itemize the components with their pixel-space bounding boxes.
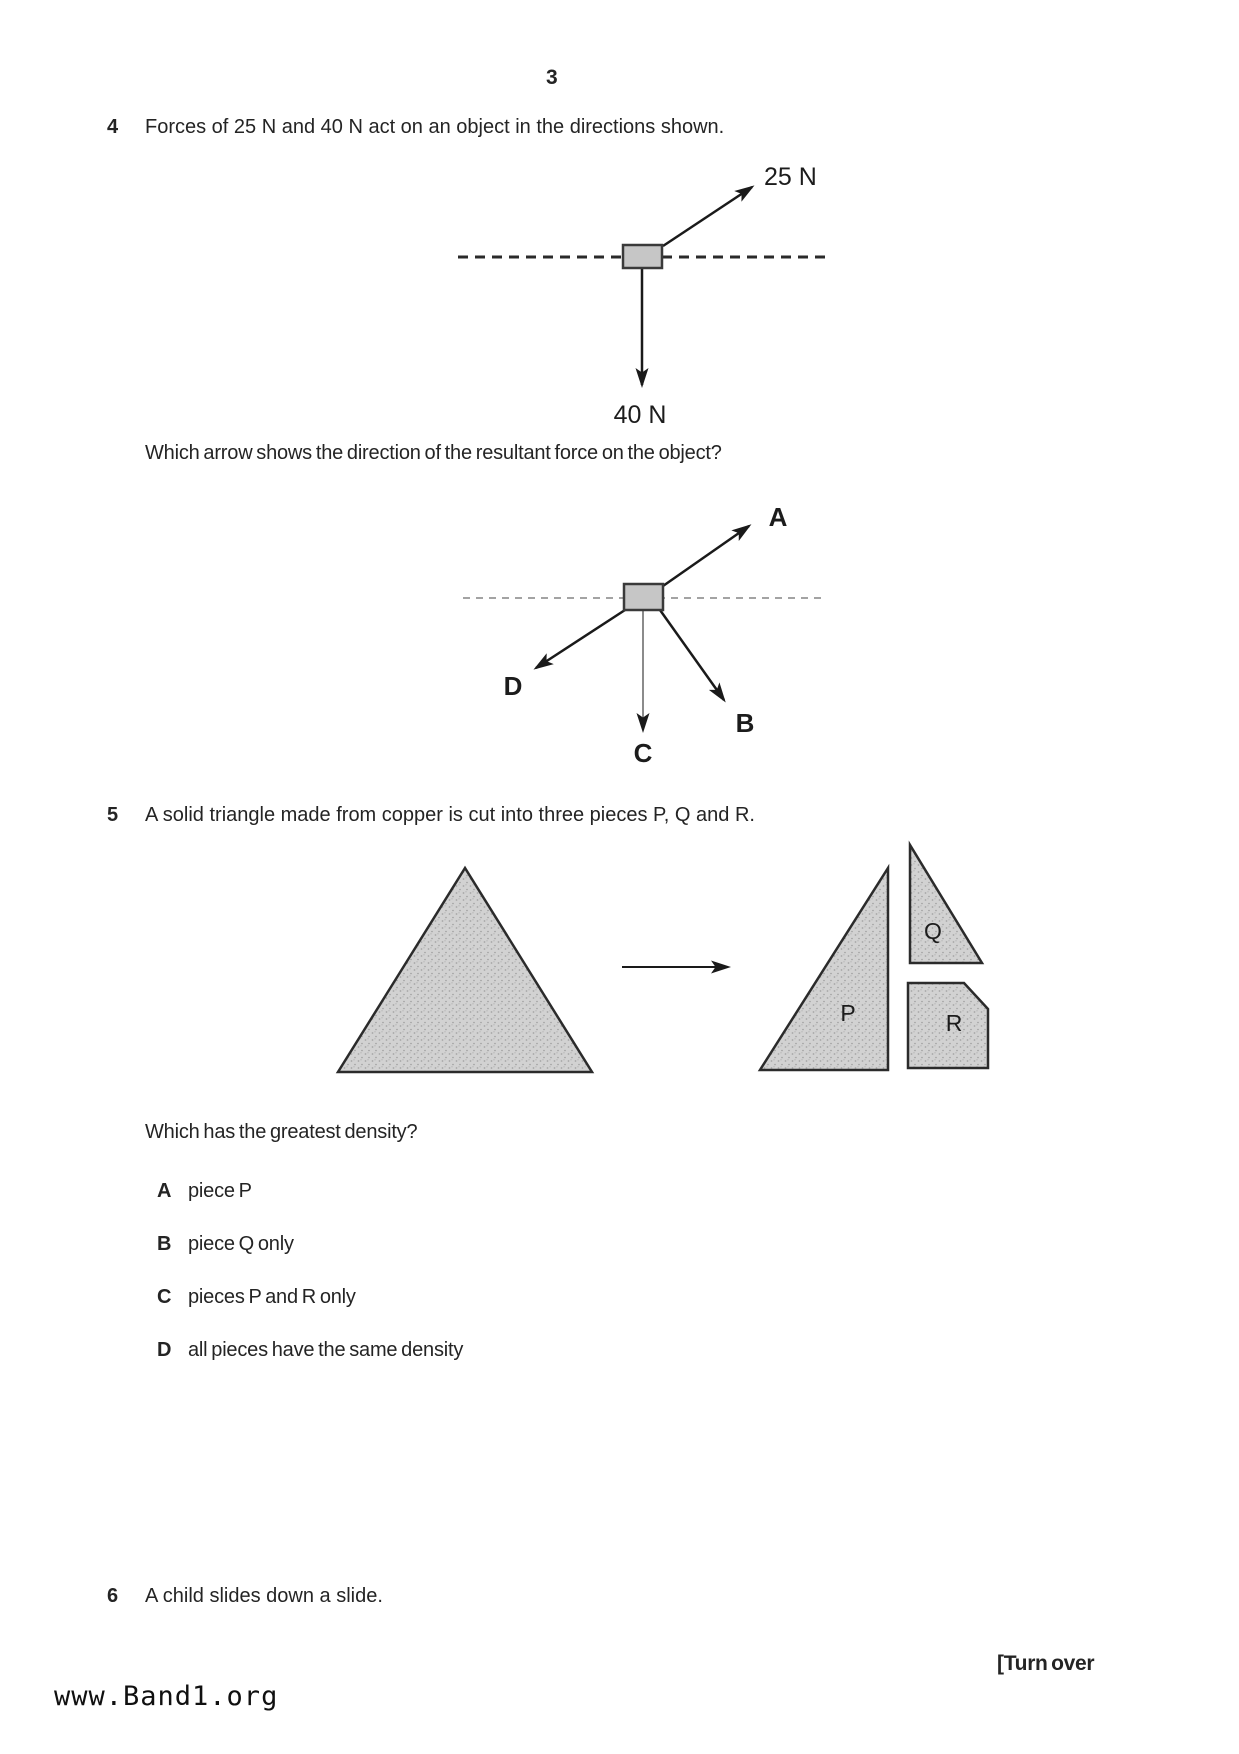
arrow-a [663,526,749,586]
solid-triangle [338,868,592,1072]
option-a-letter: A [157,1180,172,1202]
force-label-40n: 40 N [613,401,667,429]
question-5-text: A solid triangle made from copper is cut into three pieces P, Q and R. [145,804,755,826]
question-5 [107,804,755,827]
piece-label-p: P [840,1000,856,1026]
option-d-letter: D [157,1339,172,1361]
force-arrow-25n [663,187,752,246]
object-box [623,245,662,268]
arrow-label-d: D [503,671,523,701]
question-5-subquestion: Which has the greatest density? [145,1121,418,1143]
question-4 [107,116,724,139]
question-6 [107,1585,383,1608]
option-c-text: pieces P and R only [188,1286,356,1308]
arrow-b [660,610,724,700]
force-label-25n: 25 N [764,163,817,191]
turn-over-label: [Turn over [997,1652,1095,1675]
piece-q-shape [910,845,982,963]
arrow-label-a: A [768,502,788,532]
option-b [157,1233,294,1256]
option-c [157,1286,356,1309]
arrow-d [536,610,625,668]
option-a-text: piece P [188,1180,252,1202]
option-a [157,1180,252,1203]
question-6-number: 6 [107,1585,119,1607]
question-4-subquestion: Which arrow shows the direction of the resultant force on the object? [145,442,722,464]
question-4-number: 4 [107,116,119,138]
piece-label-q: Q [924,918,942,944]
question-5-number: 5 [107,804,119,826]
question-4-text: Forces of 25 N and 40 N act on an object in the directions shown. [145,116,725,138]
piece-p-shape [760,868,888,1070]
question-6-text: A child slides down a slide. [145,1585,383,1607]
option-c-letter: C [157,1286,172,1308]
arrow-label-c: C [633,738,653,768]
watermark-url: www.Band1.org [54,1681,279,1712]
force-diagram [400,140,860,435]
option-b-text: piece Q only [188,1233,294,1255]
piece-label-r: R [945,1010,963,1036]
triangle-pieces-diagram [280,835,1020,1090]
option-d-text: all pieces have the same density [188,1339,464,1361]
resultant-arrows-diagram [400,490,860,790]
option-d [157,1339,463,1362]
arrow-label-b: B [735,708,755,738]
option-b-letter: B [157,1233,172,1255]
object-box [624,584,663,610]
page-number: 3 [546,66,558,89]
